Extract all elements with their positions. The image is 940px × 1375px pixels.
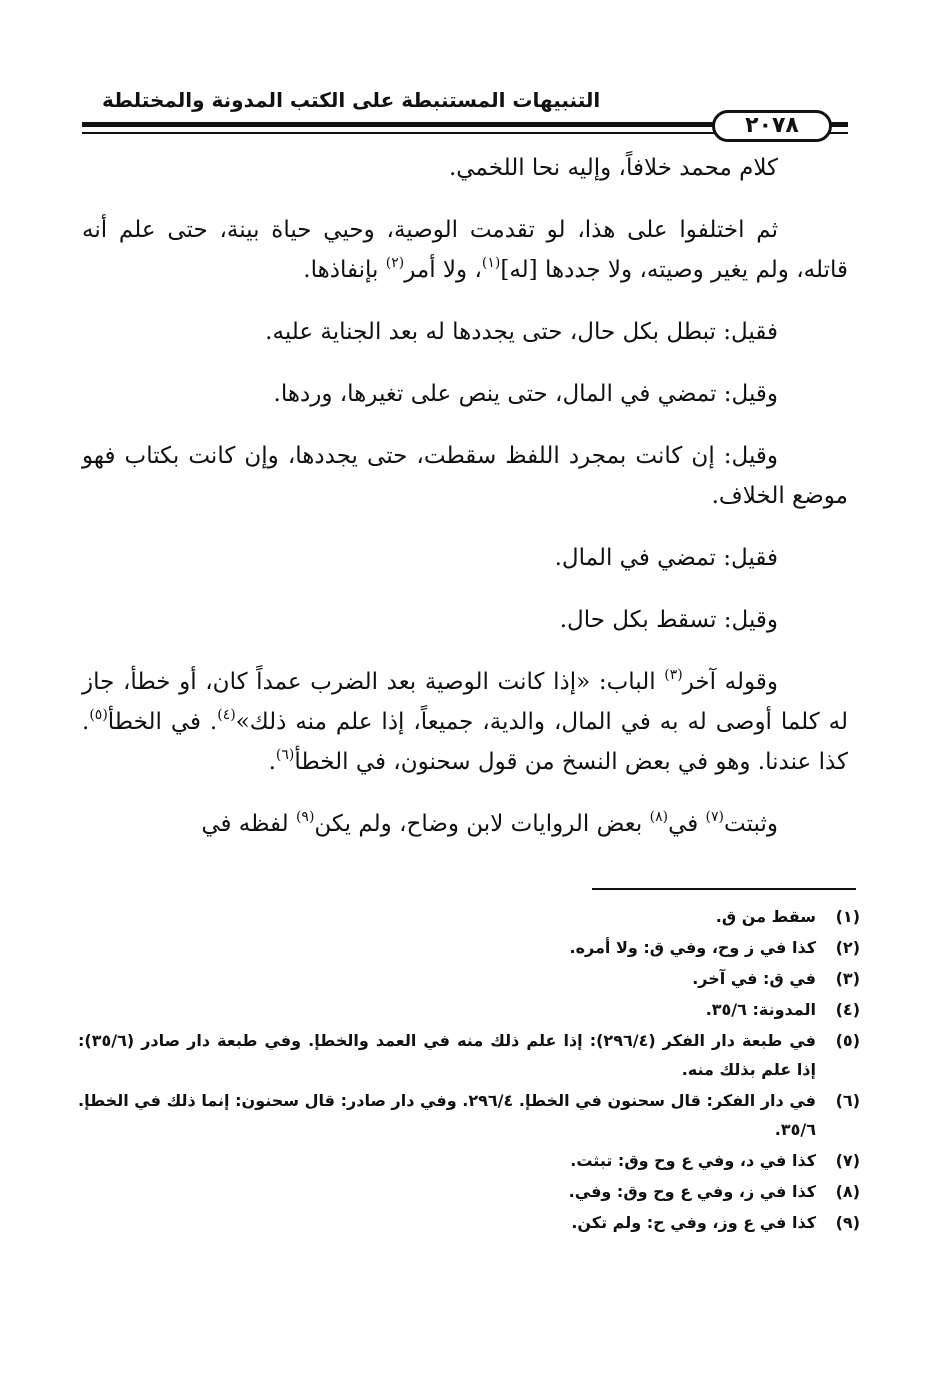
footnote — [78, 1177, 860, 1206]
footnote-ref[interactable]: (٧) — [705, 809, 725, 825]
footnote-ref[interactable]: (٣) — [664, 667, 683, 683]
footnote — [78, 1146, 860, 1175]
footnotes — [78, 902, 860, 1239]
footnote-text: سقط من ق. — [715, 907, 816, 926]
paragraph: فقيل: تمضي في المال. — [554, 545, 778, 571]
footnote-text: كذا في ز وح، وفي ق: ولا أمره. — [569, 938, 816, 957]
footnote-ref[interactable]: (٥) — [89, 707, 108, 723]
footnote-text: في طبعة دار الفكر (٢٩٦/٤): إذا علم ذلك منه في العمد والخطإ. وفي طبعة دار صادر (٣٥/٦): إذا علم بذلك منه. — [78, 1031, 816, 1079]
footnote-text: في ق: في آخر. — [692, 969, 816, 988]
footnote-separator — [592, 888, 856, 890]
footnote — [78, 1208, 860, 1237]
footnote-ref[interactable]: (٤) — [217, 707, 236, 723]
page-number: ٢٠٧٨ — [712, 110, 832, 142]
footnote-number: (٢) — [835, 938, 860, 957]
footnote-number: (٣) — [835, 969, 860, 988]
footnote-number: (٩) — [835, 1213, 860, 1232]
paragraph: ثم اختلفوا على هذا، لو تقدمت الوصية، وحيي حياة بينة، حتى علم أنه قاتله، ولم يغير وصيته، ولا جددها [له]$^{(١)}$، ولا أمر$^{(٢)}$ بإنفاذها. — [82, 217, 848, 283]
footnote-number: (٧) — [835, 1151, 860, 1170]
paragraph: فقيل: تبطل بكل حال، حتى يجددها له بعد الجناية عليه. — [265, 319, 778, 345]
footnote-ref[interactable]: (١) — [481, 255, 501, 271]
footnote-number: (٦) — [835, 1091, 860, 1110]
footnote-text: في دار الفكر: قال سحنون في الخطإ. ٢٩٦/٤. وفي دار صادر: قال سحنون: إنما ذلك في الخطإ. ٣٥/٦. — [78, 1091, 817, 1139]
main-text — [82, 148, 848, 866]
paragraph: وقيل: إن كانت بمجرد اللفظ سقطت، حتى يجددها، وإن كانت بكتاب فهو موضع الخلاف. — [82, 443, 848, 509]
footnote-number: (٨) — [835, 1182, 860, 1201]
footnote — [78, 1086, 860, 1144]
footnote-text: كذا في د، وفي ع وح وق: تبثت. — [570, 1151, 816, 1170]
paragraph: كلام محمد خلافاً، وإليه نحا اللخمي. — [448, 155, 778, 181]
footnote — [78, 902, 860, 931]
footnote-ref[interactable]: (٨) — [649, 809, 669, 825]
footnote-number: (١) — [835, 907, 860, 926]
running-title: التنبيهات المستنبطة على الكتب المدونة والمختلطة — [102, 88, 601, 112]
footnote-text: كذا في ز، وفي ع وح وق: وفي. — [568, 1182, 816, 1201]
footnote-ref[interactable]: (٢) — [385, 255, 405, 271]
paragraph: وقوله آخر$^{(٣)}$ الباب: «إذا كانت الوصية بعد الضرب عمداً كان، أو خطأ، جاز له كلما أوصى له به في المال، والدية، جميعاً، إذا علم منه ذلك»$^{(٤)}$. في الخطأ$^{(٥)}$. كذا عندنا. وهو في بعض النسخ من قول سحنون، في الخطأ$^{(٦)}$. — [82, 667, 848, 775]
footnote-ref[interactable]: (٩) — [295, 809, 315, 825]
footnote-ref[interactable]: (٦) — [275, 747, 295, 763]
footnote — [78, 964, 860, 993]
footnote-text: كذا في ع وز، وفي ح: ولم تكن. — [571, 1213, 816, 1232]
paragraph: وقيل: تسقط بكل حال. — [559, 607, 778, 633]
footnote — [78, 995, 860, 1024]
footnote-number: (٥) — [835, 1031, 860, 1050]
paragraph: وثبتت$^{(٧)}$ في$^{(٨)}$ بعض الروايات لابن وضاح، ولم يكن$^{(٩)}$ لفظه في — [201, 809, 778, 837]
footnote-number: (٤) — [835, 1000, 860, 1019]
footnote-text: المدونة: ٣٥/٦. — [705, 1000, 816, 1019]
footnote — [78, 1026, 860, 1084]
footnote — [78, 933, 860, 962]
paragraph: وقيل: تمضي في المال، حتى ينص على تغيرها، وردها. — [273, 381, 778, 407]
